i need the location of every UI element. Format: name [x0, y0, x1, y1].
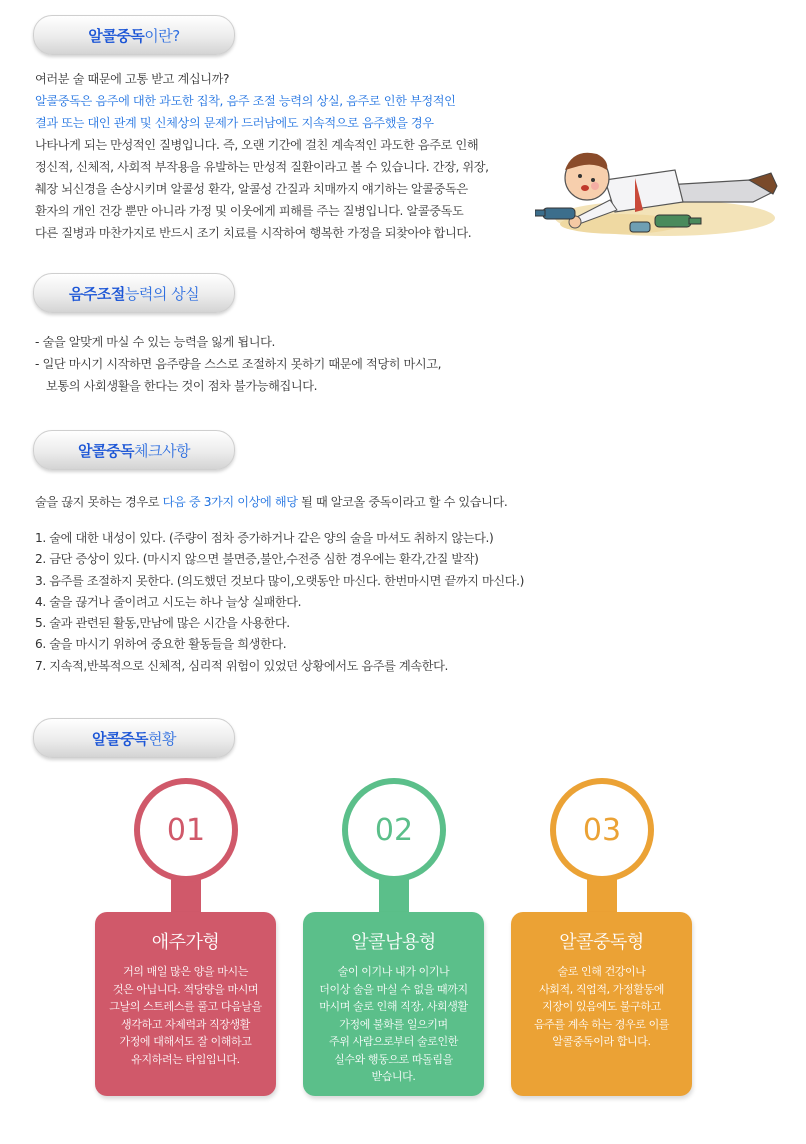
loss-text [35, 331, 441, 397]
intro-line-highlight: 결과 또는 대인 관계 및 신체상의 문제가 드러남에도 지속적으로 음주했을 경우 [35, 116, 434, 130]
lead-highlight: 다음 중 3가지 이상에 해당 [162, 495, 298, 509]
checklist-item: 5. 술과 관련된 활동,만남에 많은 시간을 사용한다. [35, 616, 290, 631]
type-title: 애주가형 [151, 932, 220, 953]
type-description [521, 963, 682, 1051]
type-title: 알콜중독형 [559, 932, 644, 953]
desc-line: 받습니다. [371, 1070, 416, 1083]
desc-line: 음주를 계속 하는 경우로 이를 [533, 1017, 670, 1031]
desc-line: 가정에 불화를 일으키며 [339, 1017, 448, 1031]
loss-item-continued: 보통의 사회생활을 한다는 것이 점차 불가능해집니다. [46, 379, 318, 393]
type-title: 알콜남용형 [351, 932, 436, 953]
desc-line: 실수와 행동으로 따돌림을 [334, 1052, 453, 1066]
desc-line: 지장이 있음에도 불구하고 [542, 1000, 661, 1013]
section-title-bold: 알콜중독 [88, 26, 145, 45]
bottle-icon [630, 222, 650, 232]
checklist-lead [35, 491, 507, 513]
type-number: 03 [556, 784, 648, 876]
checklist-item: 7. 지속적,반복적으로 신체적, 심리적 위험이 있었던 상황에서도 음주를 계속한다. [35, 658, 448, 673]
blush-icon [591, 182, 599, 190]
type-number: 01 [140, 784, 232, 876]
section-title-normal: 능력의 상실 [124, 284, 200, 303]
intro-line: 환자의 개인 건강 뿐만 아니라 가정 및 이웃에게 피해를 주는 질병입니다. 알콜중독도 [35, 204, 464, 218]
intro-line: 췌장 뇌신경을 손상시키며 알콜성 환각, 알콜성 간질과 치매까지 얘기하는 알콜중독은 [35, 182, 468, 196]
desc-line: 사회적, 직업적, 가정활동에 [539, 982, 664, 996]
checklist [35, 528, 524, 677]
intro-line: 여러분 술 때문에 고통 받고 계십니까? [35, 72, 230, 86]
desc-line: 주위 사람으로부터 술로인한 [329, 1035, 458, 1048]
checklist-item: 1. 술에 대한 내성이 있다. (주량이 점차 증가하거나 같은 양의 술을 마셔도 취하지 않는다.) [35, 531, 494, 545]
desc-line: 유지하려는 타입입니다. [131, 1052, 240, 1066]
section-title-bold: 음주조절 [68, 284, 125, 303]
desc-line: 알콜중독이라 합니다. [552, 1035, 651, 1048]
checklist-item: 4. 술을 끊거나 줄이려고 시도는 하나 늘상 실패한다. [35, 594, 302, 609]
desc-line: 마시며 술로 인해 직장, 사회생활 [319, 1000, 468, 1013]
intro-text [35, 68, 489, 244]
section-title-normal: 체크사항 [134, 441, 190, 460]
desc-line: 더이상 술을 마실 수 없을 때까지 [319, 982, 468, 996]
type-card [95, 912, 276, 1096]
lead-text: 술을 끊지 못하는 경우로 [35, 495, 163, 509]
lead-text: 될 때 알코올 중독이라고 할 수 있습니다. [297, 495, 508, 509]
desc-line: 술이 이기나 내가 이기나 [337, 965, 450, 978]
desc-line: 그날의 스트레스를 풀고 다음날을 [109, 1000, 262, 1013]
intro-line: 다른 질병과 마찬가지로 반드시 조기 치료를 시작하여 행복한 가정을 되찾아야 합니다. [35, 226, 472, 240]
eye-icon [591, 178, 595, 182]
desc-line: 생각하고 자제력과 직장생활 [121, 1017, 250, 1031]
section-title-loss-of-control [33, 273, 235, 313]
checklist-item: 3. 음주를 조절하지 못한다. (의도했던 것보다 많이,오랫동안 마신다. 한번마시면 끝까지 마신다.) [35, 573, 524, 588]
section-title-normal: 이란? [144, 26, 180, 45]
drunk-man-illustration [535, 140, 780, 240]
desc-line: 것은 아닙니다. 적당량을 마시며 [112, 982, 259, 996]
eye-icon [578, 174, 582, 178]
type-number: 02 [348, 784, 440, 876]
loss-item: - 술을 알맞게 마실 수 있는 능력을 잃게 됩니다. [35, 335, 275, 349]
type-description [105, 963, 266, 1068]
section-title-bold: 알콜중독 [92, 729, 148, 748]
section-title-bold: 알콜중독 [78, 441, 134, 460]
desc-line: 가정에 대해서도 잘 이해하고 [119, 1035, 252, 1048]
checklist-item: 6. 술을 마시기 위하여 중요한 활동들을 희생한다. [35, 637, 287, 652]
loss-item: - 일단 마시기 시작하면 음주량을 스스로 조절하지 못하기 때문에 적당히 마시고, [35, 357, 442, 371]
mouth-icon [581, 185, 589, 191]
section-title-status [33, 718, 235, 758]
type-card [511, 912, 692, 1096]
intro-line: 정신적, 신체적, 사회적 부작용을 유발하는 만성적 질환이라고 볼 수 있습니다. 간장, 위장, [35, 160, 489, 174]
intro-line: 나타나게 되는 만성적인 질병입니다. 즉, 오랜 기간에 걸친 계속적인 과도한 음주로 인해 [35, 138, 479, 152]
bottle-icon [535, 208, 575, 219]
section-title-normal: 현황 [147, 729, 176, 748]
section-title-what-is-alcoholism [33, 15, 235, 55]
type-description [313, 963, 474, 1086]
checklist-item: 2. 금단 증상이 있다. (마시지 않으면 불면증,불안,수전증 심한 경우에는 환각,간질 발작) [35, 552, 479, 567]
desc-line: 술로 인해 건강이나 [557, 965, 646, 978]
section-title-checklist [33, 430, 235, 470]
desc-line: 거의 매일 많은 양을 마시는 [123, 965, 248, 978]
intro-line-highlight: 알콜중독은 음주에 대한 과도한 집착, 음주 조절 능력의 상실, 음주로 인한 부정적인 [35, 94, 456, 108]
type-card [303, 912, 484, 1096]
